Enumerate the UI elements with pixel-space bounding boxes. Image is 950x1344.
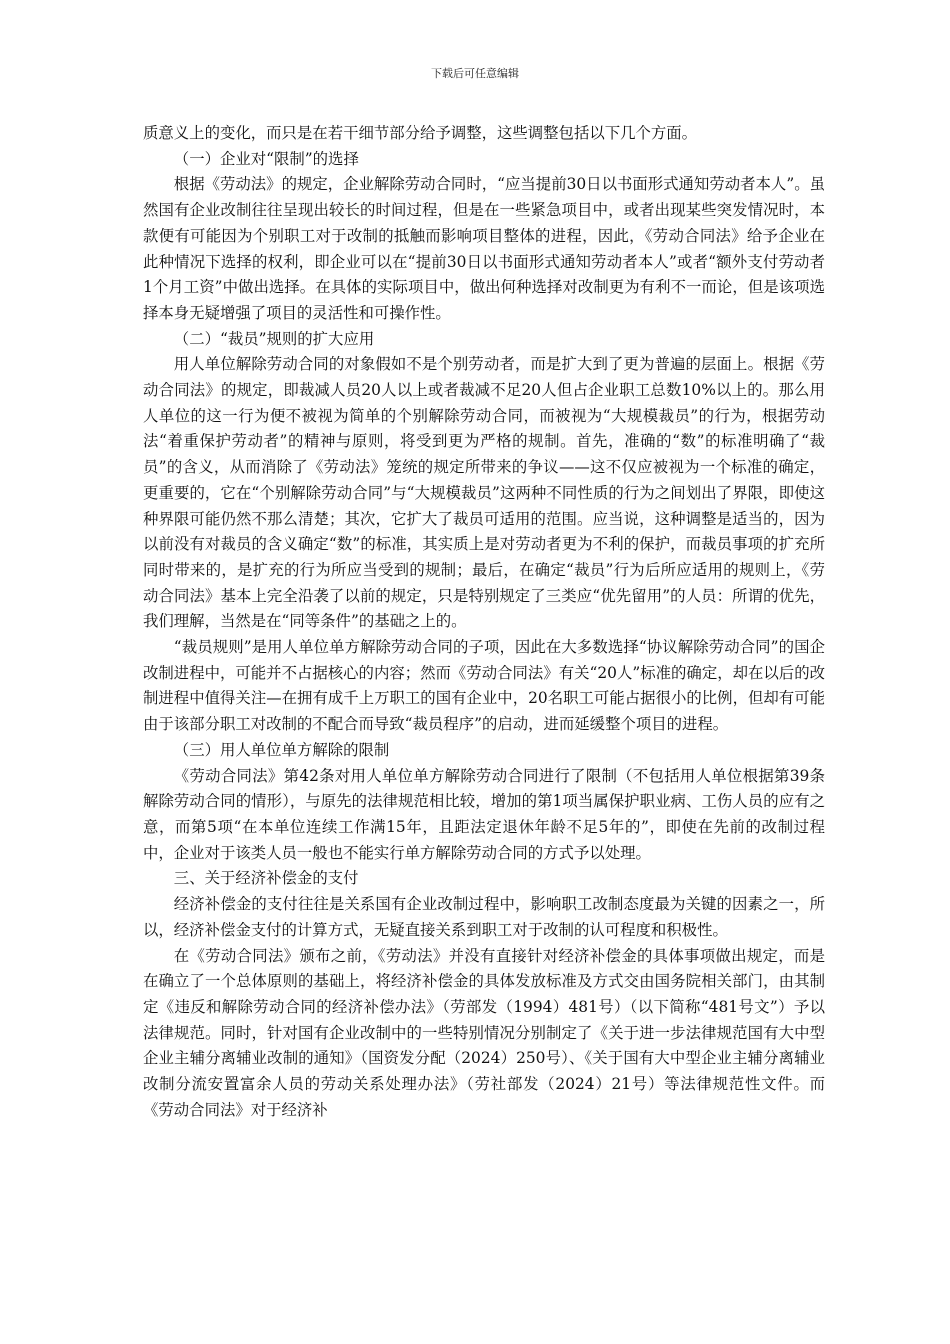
- section-heading: （二）“裁员”规则的扩大应用: [173, 329, 375, 348]
- paragraph: 在《劳动合同法》颁布之前，《劳动法》并没有直接针对经济补偿金的具体事项做出规定，而是在确立了一个总体原则的基础上，将经济补偿金的具体发放标准及方式交由国务院相关部门，由其制定《违反和解除劳动合同的经济补偿办法》（劳部发（1994）481号）（以下简称“481号文”）予以法律规范。同时，针对国有企业改制中的一些特别情况分别制定了《关于进一步法律规范国有大中型企业主辅分离辅业改制的通知》（国资发分配（2024）250号）、《关于国有大中型企业主辅分离辅业改制分流安置富余人员的劳动关系处理办法》（劳社部发（2024）21号）等法律规范性文件。而《劳动合同法》对于经济补: [143, 946, 825, 1119]
- section-heading: （一）企业对“限制”的选择: [173, 149, 359, 168]
- section-heading: 三、关于经济补偿金的支付: [173, 869, 359, 888]
- paragraph: 根据《劳动法》的规定，企业解除劳动合同时，“应当提前30日以书面形式通知劳动者本人”。虽然国有企业改制往往呈现出较长的时间过程，但是在一些紧急项目中，或者出现某些突发情况时，本款便有可能因为个别职工对于改制的抵触而影响项目整体的进程，因此，《劳动合同法》给予企业在此种情况下选择的权利，即企业可以在“提前30日以书面形式通知劳动者本人”或者“额外支付劳动者1个月工资”中做出选择。在具体的实际项目中，做出何种选择对改制更为有利不一而论，但是该项选择本身无疑增强了项目的灵活性和可操作性。: [143, 175, 825, 322]
- paragraph: 《劳动合同法》第42条对用人单位单方解除劳动合同进行了限制（不包括用人单位根据第39条解除劳动合同的情形），与原先的法律规范相比较，增加的第1项当属保护职业病、工伤人员的应有之意，而第5项“在本单位连续工作满15年，且距法定退休年龄不足5年的”，即使在先前的改制过程中，企业对于该类人员一般也不能实行单方解除劳动合同的方式予以处理。: [143, 766, 825, 862]
- page-header: 下载后可任意编辑: [431, 67, 519, 80]
- paragraph: 用人单位解除劳动合同的对象假如不是个别劳动者，而是扩大到了更为普遍的层面上。根据《劳动合同法》的规定，即裁减人员20人以上或者裁减不足20人但占企业职工总数10%以上的。那么用人单位的这一行为便不被视为简单的个别解除劳动合同，而被视为“大规模裁员”的行为，根据劳动法“着重保护劳动者”的精神与原则，将受到更为严格的规制。首先，准确的“数”的标准明确了“裁员”的含义，从而消除了《劳动法》笼统的规定所带来的争议——这不仅应被视为一个标准的确定，更重要的，它在“个别解除劳动合同”与“大规模裁员”这两种不同性质的行为之间划出了界限，即使这种界限可能仍然不那么清楚；其次，它扩大了裁员可适用的范围。应当说，这种调整是适当的，因为以前没有对裁员的含义确定“数”的标准，其实质上是对劳动者更为不利的保护，而裁员事项的扩充所同时带来的，是扩充的行为所应当受到的规制；最后，在确定“裁员”行为后所应适用的规则上，《劳动合同法》基本上完全沿袭了以前的规定，只是特别规定了三类应“优先留用”的人员：所谓的优先，我们理解，当然是在“同等条件”的基础之上的。: [143, 355, 825, 631]
- paragraph: “裁员规则”是用人单位单方解除劳动合同的子项，因此在大多数选择“协议解除劳动合同”的国企改制进程中，可能并不占据核心的内容；然而《劳动合同法》有关“20人”标准的确定，却在以后的改制进程中值得关注—在拥有成千上万职工的国有企业中，20名职工可能占据很小的比例，但却有可能由于该部分职工对改制的不配合而导致“裁员程序”的启动，进而延缓整个项目的进程。: [143, 638, 825, 734]
- section-heading: （三）用人单位单方解除的限制: [173, 740, 390, 759]
- paragraph: 质意义上的变化，而只是在若干细节部分给予调整，这些调整包括以下几个方面。: [143, 124, 698, 142]
- document-body: [143, 121, 825, 1123]
- paragraph: 经济补偿金的支付往往是关系国有企业改制过程中，影响职工改制态度最为关键的因素之一，所以，经济补偿金支付的计算方式，无疑直接关系到职工对于改制的认可程度和积极性。: [143, 895, 825, 939]
